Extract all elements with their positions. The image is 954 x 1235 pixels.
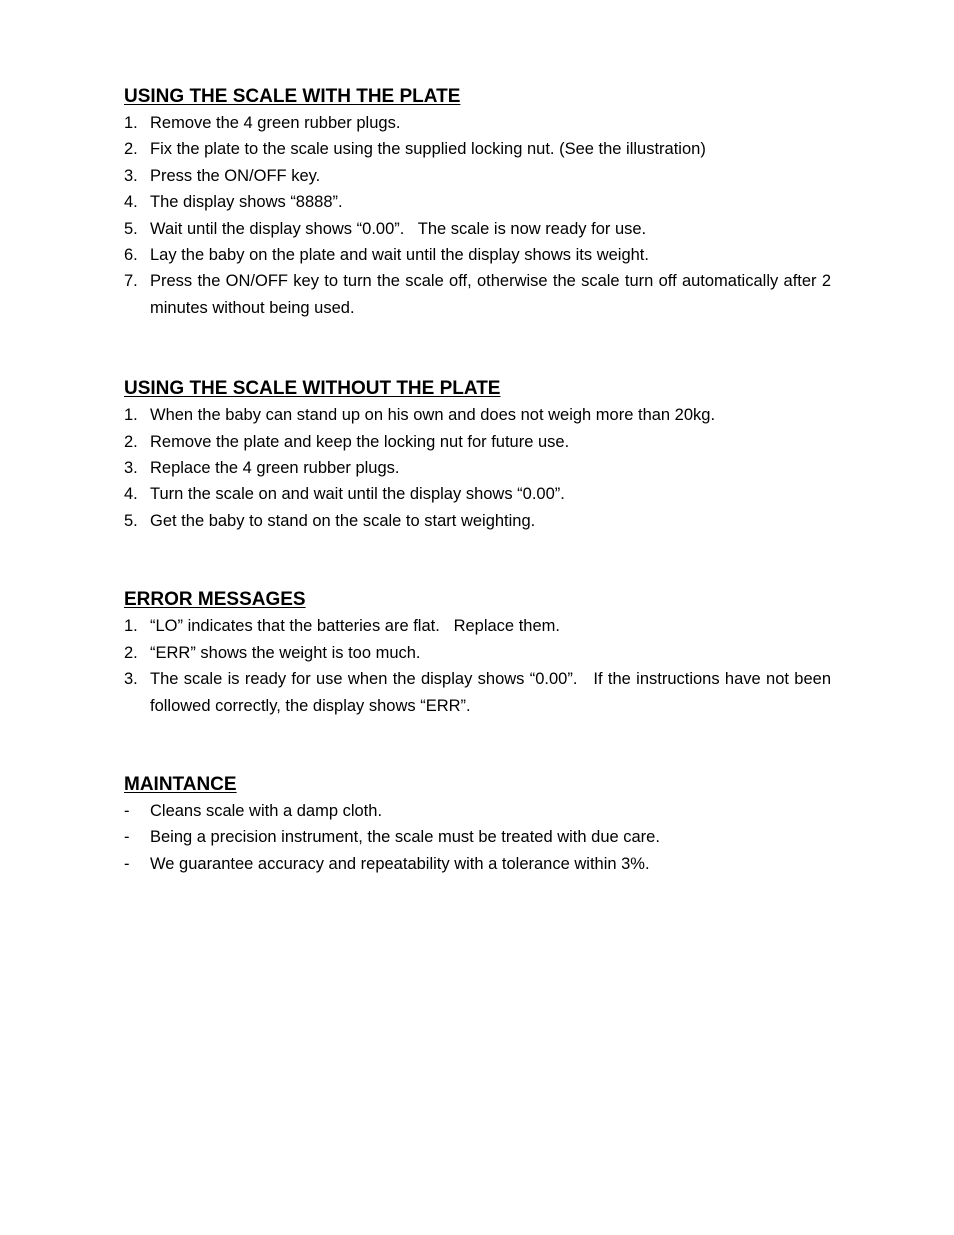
list-number: 3. [124, 166, 138, 185]
section-spacer [124, 719, 831, 772]
section-heading: USING THE SCALE WITH THE PLATE [124, 86, 461, 107]
list-number: 2. [124, 643, 138, 662]
list-item [124, 136, 831, 162]
list-dash: - [124, 828, 130, 847]
section-heading: ERROR MESSAGES [124, 589, 306, 611]
list-number: 5. [124, 219, 138, 238]
list-number: 1. [124, 406, 138, 425]
list-number: 1. [124, 617, 138, 636]
list-number: 2. [124, 432, 138, 451]
list-number: 2. [124, 140, 138, 159]
list-item [124, 242, 831, 268]
section-using-without-plate [124, 376, 831, 534]
list-number: 3. [124, 670, 138, 689]
list-number: 1. [124, 114, 138, 132]
list-item-text: Being a precision instrument, the scale must be treated with due care. [150, 828, 660, 847]
document-page [124, 84, 836, 877]
list-dash: - [124, 801, 130, 820]
list-item [124, 851, 831, 877]
section-maintance [124, 772, 831, 877]
list-item-text: Replace the 4 green rubber plugs. [150, 459, 400, 478]
list-item-text: “ERR” shows the weight is too much. [150, 643, 421, 662]
list-item [124, 189, 831, 215]
list-item [124, 640, 831, 666]
list-item [124, 798, 831, 824]
list-item-text: Cleans scale with a damp cloth. [150, 801, 383, 820]
list-number: 3. [124, 459, 138, 478]
list-item-text: Remove the plate and keep the locking nut for future use. [150, 432, 570, 451]
list-number: 7. [124, 272, 138, 291]
section-spacer [124, 321, 831, 376]
list-item-text: Press the ON/OFF key. [150, 166, 321, 185]
list-item-text: Wait until the display shows “0.00”. The scale is now ready for use. [150, 219, 647, 238]
list-item [124, 666, 836, 719]
list-number: 5. [124, 511, 138, 530]
list-item-text: Remove the 4 green rubber plugs. [150, 114, 401, 132]
list-item-text: “LO” indicates that the batteries are flat. Replace them. [150, 617, 560, 636]
list-item [124, 613, 831, 639]
section-error-messages [124, 587, 836, 719]
list-item [124, 402, 831, 428]
instruction-list [124, 402, 831, 534]
list-item-text: Turn the scale on and wait until the display shows “0.00”. [150, 485, 565, 504]
list-item [124, 824, 831, 850]
list-item-text: We guarantee accuracy and repeatability with a tolerance within 3%. [150, 854, 650, 873]
list-number: 4. [124, 193, 138, 212]
section-heading: MAINTANCE [124, 773, 237, 795]
list-item [124, 429, 831, 455]
list-item [124, 110, 831, 136]
list-number: 4. [124, 485, 138, 504]
section-spacer [124, 534, 831, 587]
list-dash: - [124, 854, 130, 873]
list-number: 6. [124, 246, 138, 265]
list-item-text: Press the ON/OFF key to turn the scale off, otherwise the scale turn off automatically after 2 minutes without being used. [150, 272, 831, 317]
list-item [124, 481, 831, 507]
error-list [124, 613, 836, 719]
instruction-list [124, 110, 831, 321]
list-item [124, 455, 831, 481]
section-heading: USING THE SCALE WITHOUT THE PLATE [124, 378, 501, 400]
list-item [124, 163, 831, 189]
list-item-text: Fix the plate to the scale using the supplied locking nut. (See the illustration) [150, 140, 706, 159]
list-item-text: Lay the baby on the plate and wait until the display shows its weight. [150, 246, 649, 265]
section-using-with-plate [124, 84, 831, 321]
list-item-text: The display shows “8888”. [150, 193, 343, 212]
list-item-text: Get the baby to stand on the scale to start weighting. [150, 511, 536, 530]
list-item [124, 268, 831, 321]
list-item [124, 216, 831, 242]
list-item-text: When the baby can stand up on his own and does not weigh more than 20kg. [150, 406, 716, 425]
list-item [124, 508, 831, 534]
list-item-text: The scale is ready for use when the display shows “0.00”. If the instructions have not been followed correctly, the display shows “ERR”. [150, 670, 836, 715]
maintance-list [124, 798, 831, 877]
